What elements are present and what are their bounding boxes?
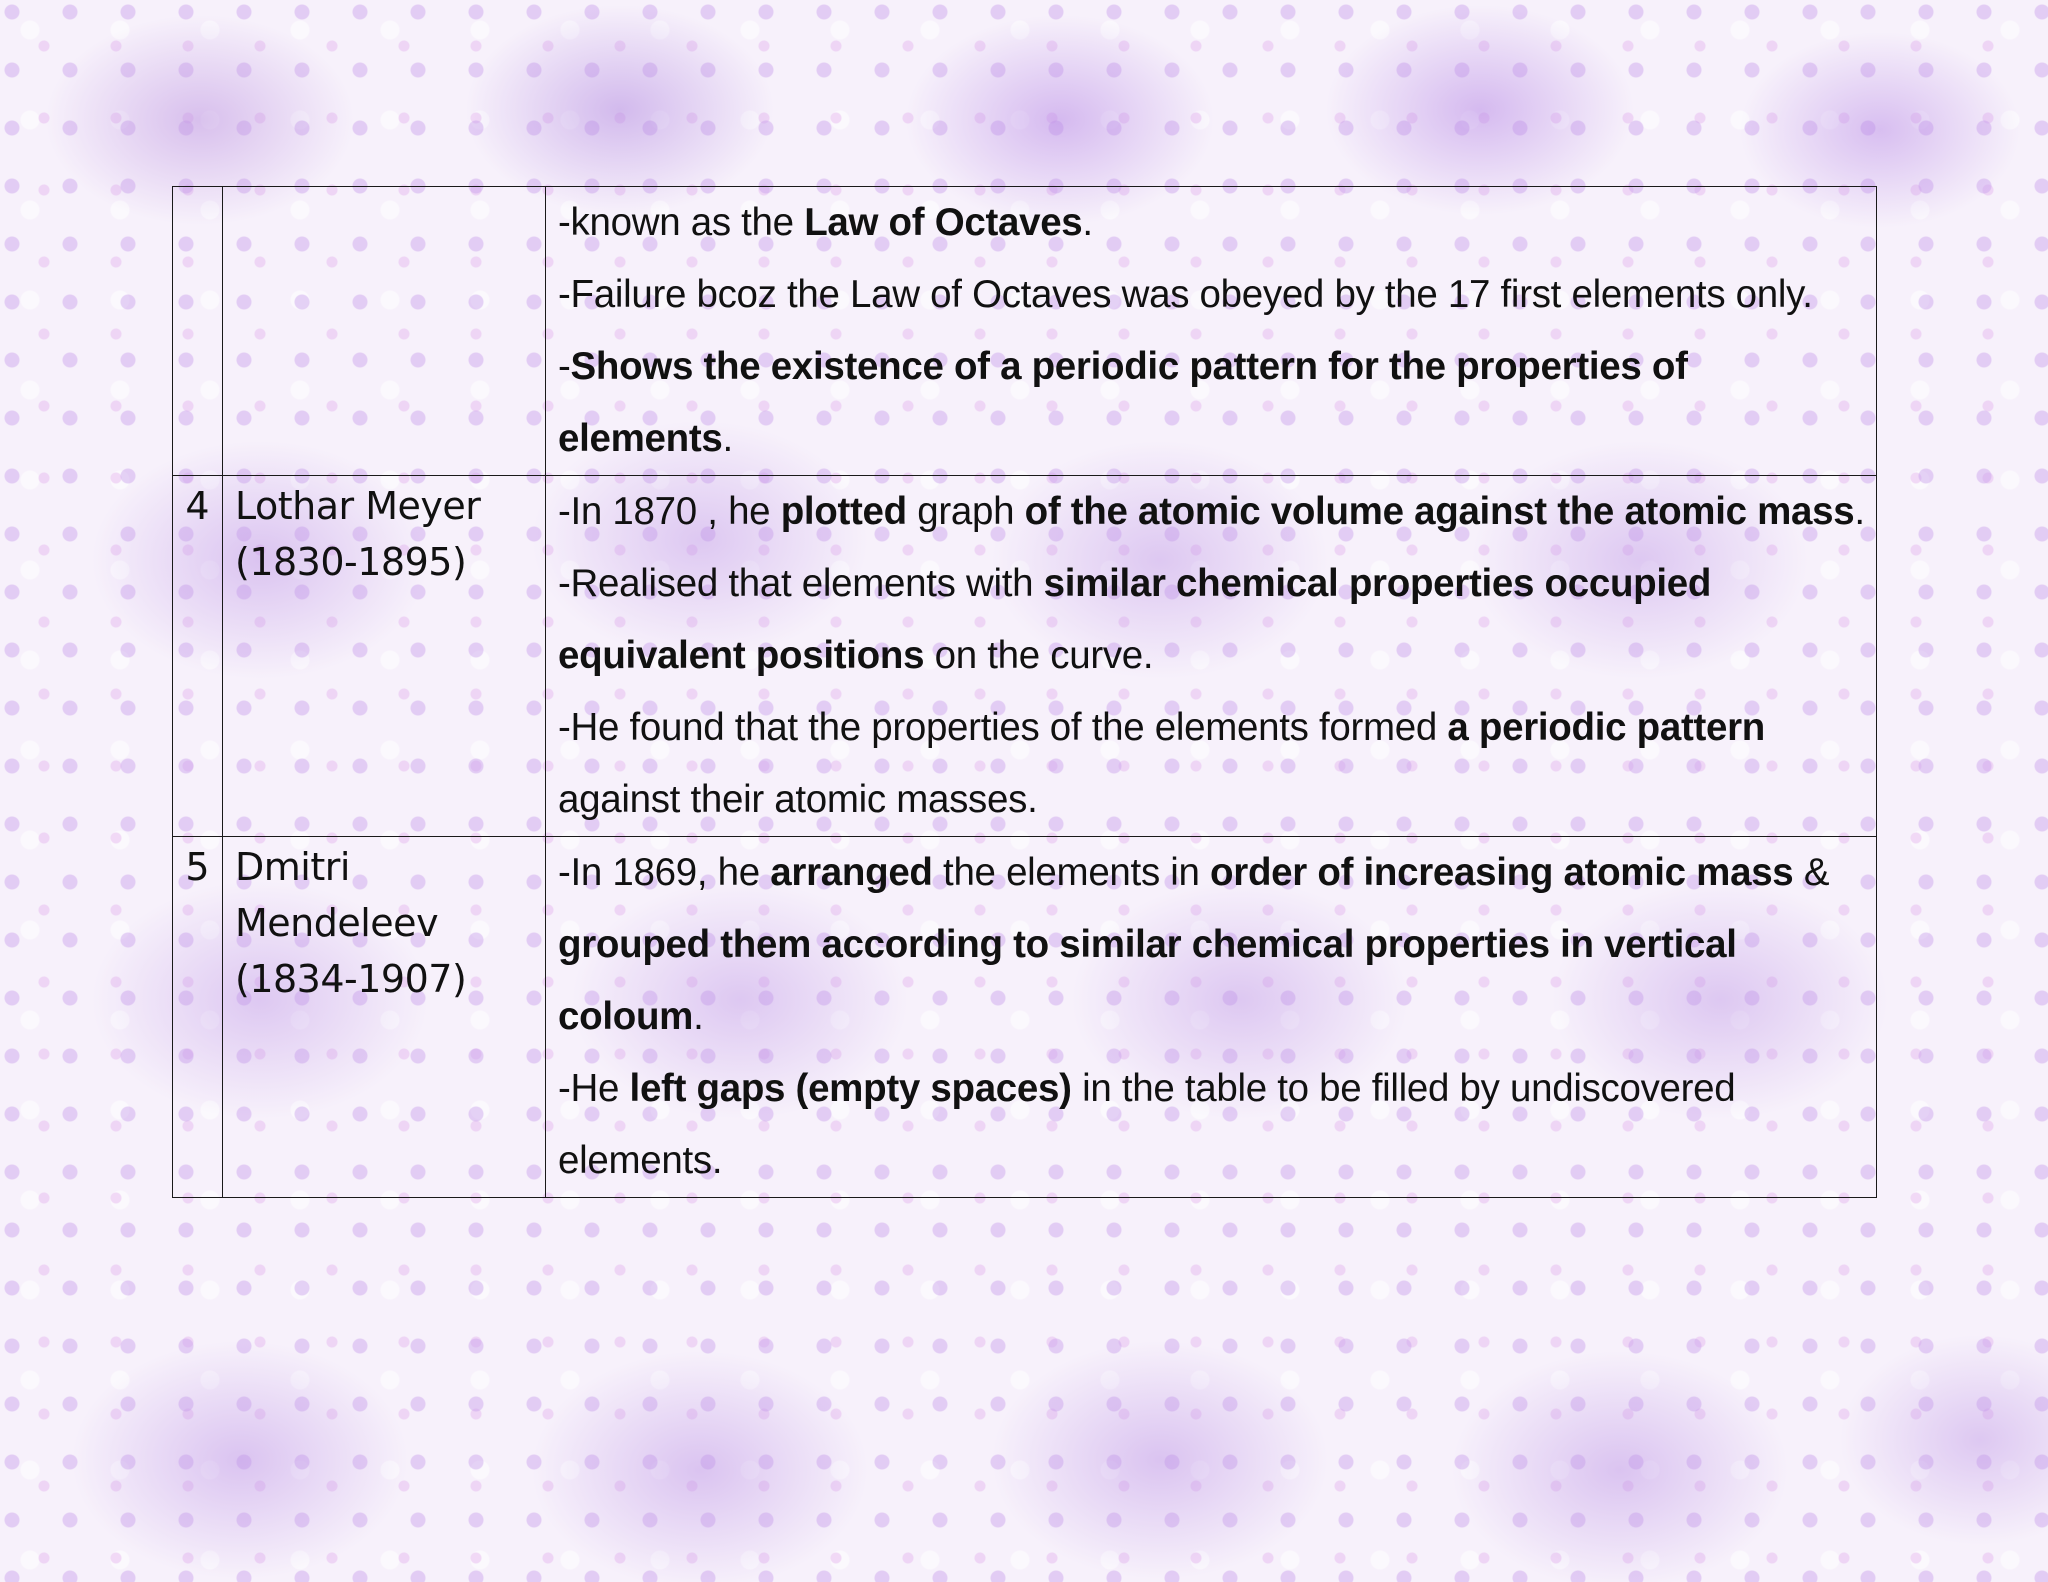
description-paragraph: [558, 837, 1866, 1053]
text: .: [722, 417, 733, 460]
scientist-name-cell: [223, 187, 546, 476]
text: -: [558, 345, 571, 388]
description-cell: [546, 187, 1877, 476]
bold-text: left gaps (empty spaces): [629, 1067, 1072, 1110]
bold-text: a periodic pattern: [1447, 706, 1765, 749]
text: on the curve.: [924, 634, 1154, 677]
table-row: [173, 837, 1877, 1198]
scientist-name-line: (1830-1895): [235, 540, 467, 584]
description-paragraph: [558, 548, 1866, 692]
scientist-name-line: Lothar Meyer: [235, 484, 481, 528]
scientist-name-line: (1834-1907): [235, 957, 467, 1001]
bold-text: plotted: [780, 490, 907, 533]
row-number: 4: [173, 476, 223, 837]
bold-text: Shows the existence of a periodic pattern for the properties of elements: [558, 345, 1688, 460]
table-row: [173, 187, 1877, 476]
bold-text: of the atomic volume against the atomic mass: [1024, 490, 1855, 533]
text: .: [693, 995, 704, 1038]
text: &: [1793, 851, 1830, 894]
description-cell: [546, 476, 1877, 837]
bold-text: Law of Octaves: [804, 201, 1083, 244]
description-paragraph: [558, 692, 1866, 836]
row-number: [173, 187, 223, 476]
text: the elements in: [932, 851, 1211, 894]
text: in the table to be filled by undiscovered elements.: [558, 1067, 1736, 1182]
text: against their atomic masses.: [558, 778, 1038, 821]
text: -In 1869, he: [558, 851, 771, 894]
scientist-name-cell: [223, 476, 546, 837]
description-paragraph: [558, 1053, 1866, 1197]
description-cell: [546, 837, 1877, 1198]
bold-text: order of increasing atomic mass: [1210, 851, 1794, 894]
description-paragraph: [558, 476, 1866, 548]
text: -known as the: [558, 201, 805, 244]
text: -He: [558, 1067, 630, 1110]
description-paragraph: [558, 259, 1866, 331]
scientist-name-line: Dmitri: [235, 845, 350, 889]
text: graph: [906, 490, 1025, 533]
row-number: 5: [173, 837, 223, 1198]
text: .: [1082, 201, 1093, 244]
text: -Failure bcoz the Law of Octaves was obeyed by the 17 first elements only.: [558, 273, 1813, 316]
text: .: [1854, 490, 1865, 533]
bold-text: grouped them according to similar chemical properties in vertical coloum: [558, 923, 1737, 1038]
text: -In 1870 , he: [558, 490, 781, 533]
table-body: [173, 187, 1877, 1198]
scientist-name-cell: [223, 837, 546, 1198]
text: -He found that the properties of the elements formed: [558, 706, 1448, 749]
text: -Realised that elements with: [558, 562, 1044, 605]
description-paragraph: [558, 331, 1866, 475]
bold-text: similar chemical properties occupied equivalent positions: [558, 562, 1712, 677]
scientist-name-line: Mendeleev: [235, 901, 439, 945]
description-paragraph: [558, 187, 1866, 259]
bold-text: arranged: [770, 851, 933, 894]
table-row: [173, 476, 1877, 837]
scientists-table: [172, 186, 1877, 1198]
